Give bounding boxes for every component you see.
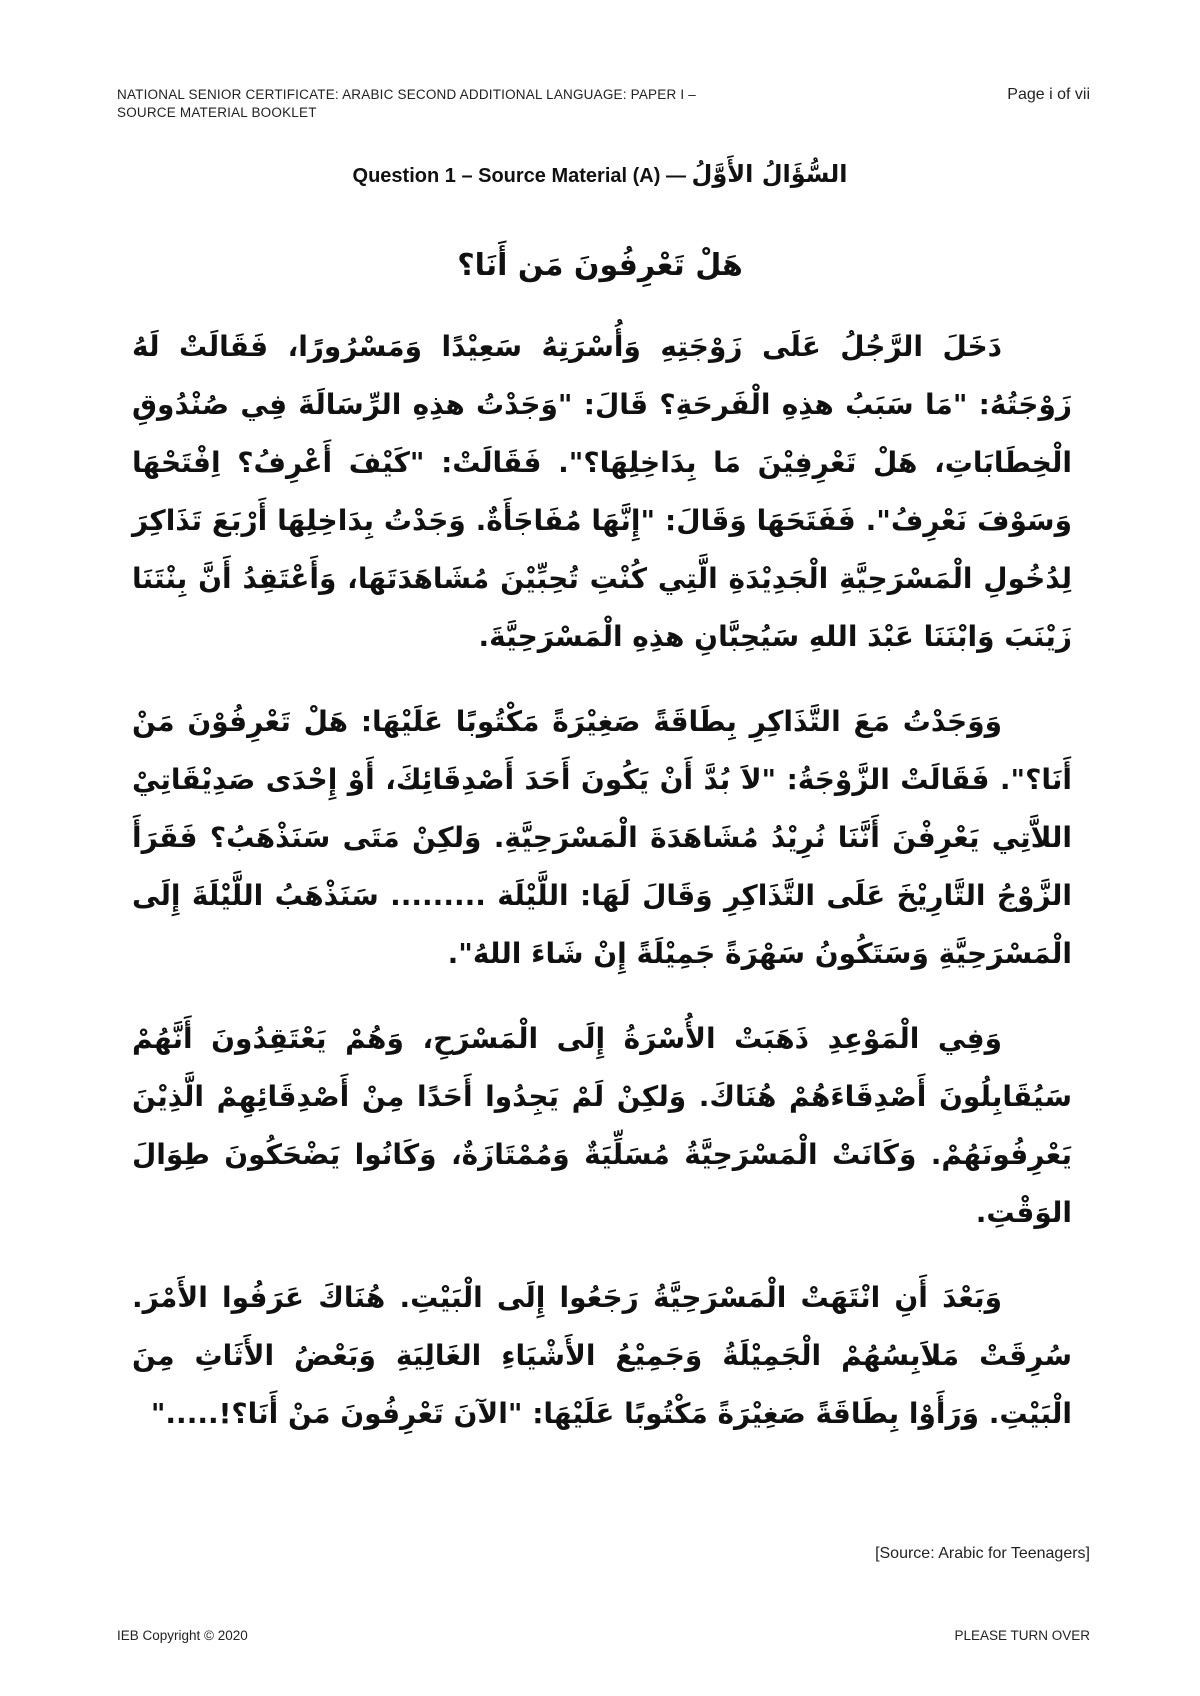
paragraph: وَفِي الْمَوْعِدِ ذَهَبَتْ الأُسْرَةُ إِلَى الْمَسْرَحِ، وَهُمْ يَعْتَقِدُونَ أَنَّهُمْ سَيُقَابِلُونَ أَصْدِقَاءَهُمْ هُنَاكَ. وَلكِنْ لَمْ يَجِدُوا أَحَدًا مِنْ أَصْدِقَائِهِمْ الَّذِيْنَ يَعْرِفُونَهُمْ. وَكَانَتْ الْمَسْرَحِيَّةُ مُسَلِّيَةٌ وَمُمْتَازَةٌ، وَكَانُوا يَضْحَكُونَ طِوَالَ الوَقْتِ.: [132, 1022, 1072, 1229]
article-title: هَلْ تَعْرِفُونَ مَن أَنَا؟: [457, 248, 743, 283]
source-citation: [Source: Arabic for Teenagers]: [875, 1545, 1090, 1562]
paragraph: وَبَعْدَ أَنِ انْتَهَتْ الْمَسْرَحِيَّةُ رَجَعُوا إِلَى الْبَيْتِ. هُنَاكَ عَرَفُوا الأَمْرَ. سُرِقَتْ مَلاَبِسُهُمْ الْجَمِيْلَةُ وَجَمِيْعُ الأَشْيَاءِ الغَالِيَةِ وَبَعْضُ الأَثَاثِ مِنَ الْبَيْتِ. وَرَأَوْا بِطَاقَةً صَغِيْرَةً مَكْتُوبًا عَلَيْهَا: "الآنَ تَعْرِفُونَ مَنْ أَنَا؟!.....": [132, 1281, 1072, 1430]
article-body: [132, 318, 1072, 1470]
page-header: [117, 86, 877, 122]
paragraph: وَوَجَدْتُ مَعَ التَّذَاكِرِ بِطَاقَةً صَغِيْرَةً مَكْتُوبًا عَلَيْهَا: هَلْ تَعْرِفُوْنَ مَنْ أَنَا؟". فَقَالَتْ الزَّوْجَةُ: "لاَ بُدَّ أَنْ يَكُونَ أَحَدَ أَصْدِقَائِكَ، أَوْ إِحْدَى صَدِيْقَاتِيْ اللاَّتِي يَعْرِفْنَ أَنَّنَا نُرِيْدُ مُشَاهَدَةَ الْمَسْرَحِيَّةِ. وَلكِنْ مَتَى سَنَذْهَبُ؟ فَقَرَأَ الزَّوْجُ التَّارِيْخَ عَلَى التَّذَاكِرِ وَقَالَ لَهَا: اللَّيْلَة ......... سَنَذْهَبُ اللَّيْلَةَ إِلَى الْمَسْرَحِيَّةِ وَسَتَكُونُ سَهْرَةً جَمِيْلَةً إِنْ شَاءَ اللهُ".: [132, 705, 1072, 970]
header-line-2: SOURCE MATERIAL BOOKLET: [117, 105, 317, 120]
question-heading: [0, 158, 1200, 192]
copyright-notice: IEB Copyright © 2020: [117, 1628, 248, 1643]
page-number: Page i of vii: [1007, 86, 1090, 103]
header-line-1: NATIONAL SENIOR CERTIFICATE: ARABIC SECOND ADDITIONAL LANGUAGE: PAPER I –: [117, 87, 696, 102]
paragraph: دَخَلَ الرَّجُلُ عَلَى زَوْجَتِهِ وَأُسْرَتِهُ سَعِيْدًا وَمَسْرُورًا، فَقَالَتْ لَهُ زَوْجَتُهُ: "مَا سَبَبُ هذِهِ الْفَرحَةِ؟ قَالَ: "وَجَدْتُ هذِهِ الرِّسَالَةَ فِي صُنْدُوقِ الْخِطَابَاتِ، هَلْ تَعْرِفِيْنَ مَا بِدَاخِلِهَا؟". فَقَالَتْ: "كَيْفَ أَعْرِفُ؟ اِفْتَحْهَا وَسَوْفَ نَعْرِفُ". فَفَتَحَهَا وَقَالَ: "إِنَّهَا مُفَاجَأَةٌ. وَجَدْتُ بِدَاخِلِهَا أَرْبَعَ تَذَاكِرَ لِدُخُولِ الْمَسْرَحِيَّةِ الْجَدِيْدَةِ الَّتِي كُنْتِ تُحِبِّيْنَ مُشَاهَدَتَهَا، وَأَعْتَقِدُ أَنَّ بِنْتَنَا زَيْنَبَ وَابْنَنَا عَبْدَ اللهِ سَيُحِبَّانِ هذِهِ الْمَسْرَحِيَّةَ.: [132, 330, 1072, 653]
question-label-en: Question 1 – Source Material (A) —: [352, 165, 686, 187]
turn-over-notice: PLEASE TURN OVER: [954, 1628, 1090, 1643]
question-label-ar: السُّؤَالُ الأَوَّلُ: [691, 160, 848, 188]
